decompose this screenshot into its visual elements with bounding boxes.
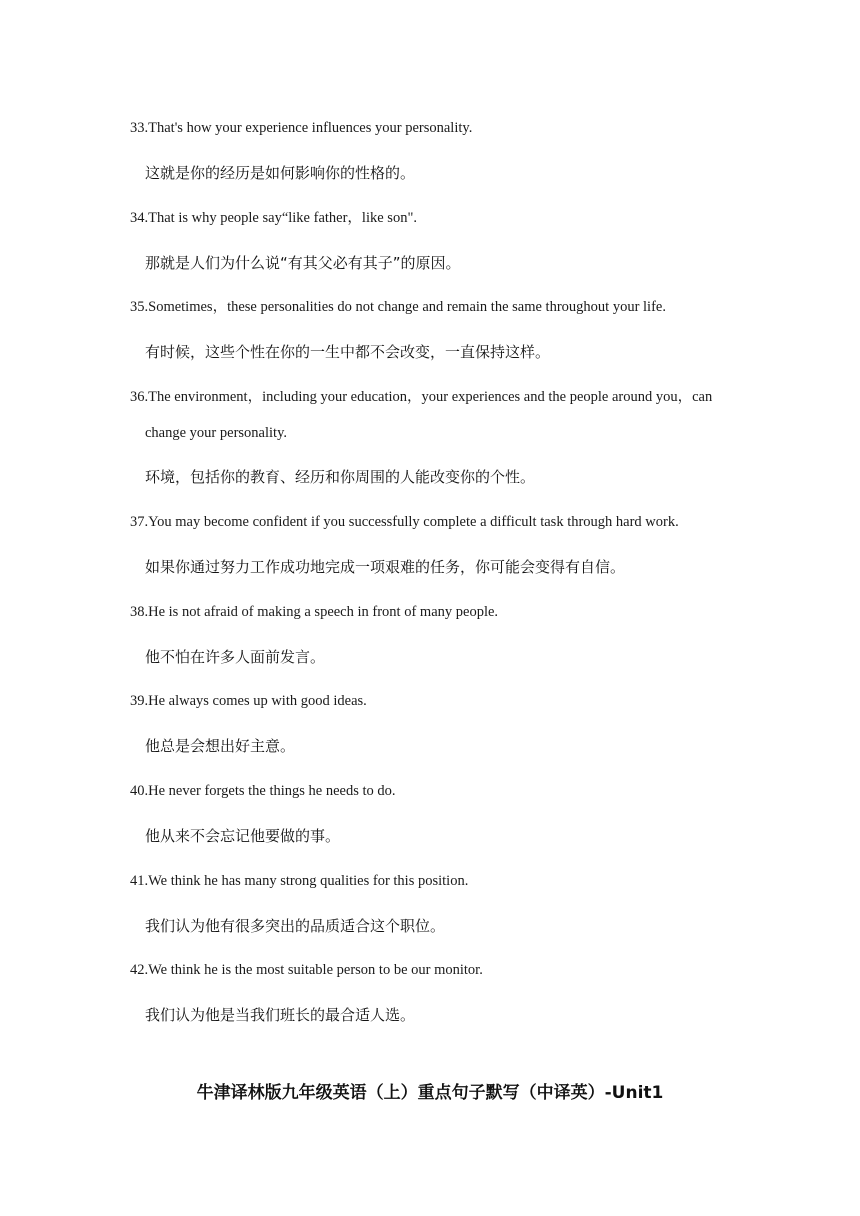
sentence-40-chinese: 他从来不会忘记他要做的事。	[145, 827, 341, 845]
sentence-39-chinese: 他总是会想出好主意。	[145, 737, 296, 755]
section-title: 牛津译林版九年级英语（上）重点句子默写（中译英）-Unit1	[196, 1083, 664, 1103]
sentence-35-chinese: 有时候，这些个性在你的一生中都不会改变，一直保持这样。	[145, 343, 551, 361]
sentence-42-english: 42.We think he is the most suitable person to be our monitor.	[130, 962, 483, 978]
sentence-40-english: 40.He never forgets the things he needs to do.	[130, 783, 396, 799]
sentence-39-english: 39.He always comes up with good ideas.	[130, 693, 367, 709]
sentence-35-english: 35.Sometimes，these personalities do not change and remain the same throughout your life.	[130, 299, 666, 315]
sentence-37-english: 37.You may become confident if you successfully complete a difficult task through hard work.	[130, 514, 679, 530]
sentence-34-english: 34.That is why people say“like father，like son".	[130, 210, 417, 226]
sentence-36-english: 36.The environment，including your education，your experiences and the people around you，can	[130, 389, 713, 405]
sentence-38-english: 38.He is not afraid of making a speech in front of many people.	[130, 604, 499, 620]
sentence-33-english: 33.That's how your experience influences your personality.	[130, 120, 473, 136]
sentence-33-chinese: 这就是你的经历是如何影响你的性格的。	[145, 164, 416, 182]
sentence-42-chinese: 我们认为他是当我们班长的最合适人选。	[145, 1006, 416, 1024]
sentence-36-english-continued: change your personality.	[145, 425, 287, 441]
sentence-41-english: 41.We think he has many strong qualities for this position.	[130, 873, 469, 889]
sentence-34-chinese: 那就是人们为什么说“有其父必有其子”的原因。	[145, 254, 461, 272]
sentence-38-chinese: 他不怕在许多人面前发言。	[145, 648, 326, 666]
sentence-36-chinese: 环境，包括你的教育、经历和你周围的人能改变你的个性。	[145, 468, 536, 486]
sentence-37-chinese: 如果你通过努力工作成功地完成一项艰难的任务，你可能会变得有自信。	[145, 558, 626, 576]
sentence-41-chinese: 我们认为他有很多突出的品质适合这个职位。	[145, 917, 446, 935]
